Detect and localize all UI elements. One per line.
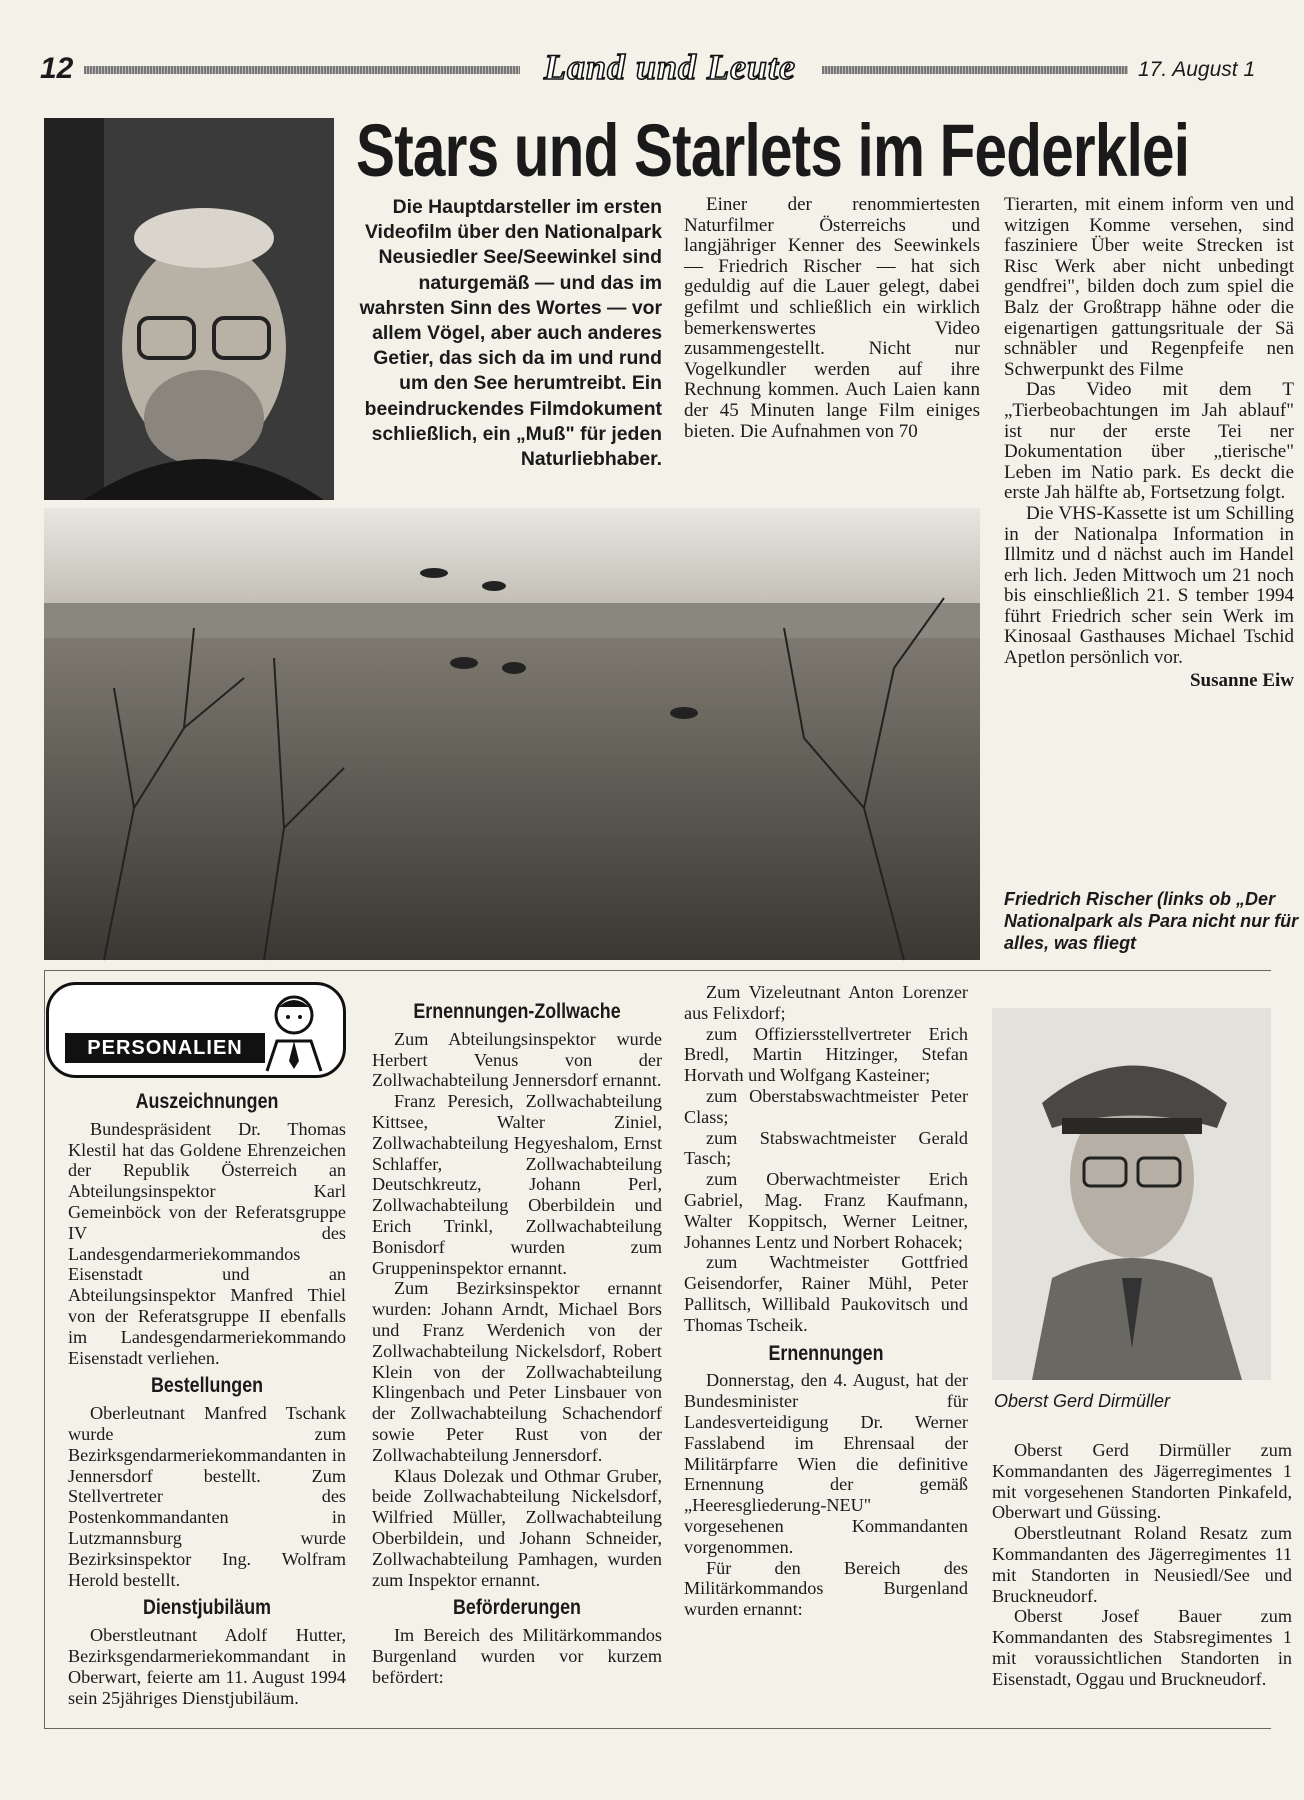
personalien-column-4-clip (992, 1440, 1292, 1720)
officer-caption: Oberst Gerd Dirmüller (994, 1391, 1171, 1411)
officer-illustration (992, 1008, 1271, 1380)
zollwache-p1: Zum Abteilungsinspektor wurde Herbert Venus von der Zollwachabteilung Jennersdorf ernannt. (372, 1028, 662, 1091)
article-author: Susanne Eiw (1189, 669, 1294, 691)
dienstjubilaeum-text: Oberstleutnant Adolf Hutter, Bezirksgendarmeriekommandant in Oberwart, feierte am 11. August 1994 sein 25jähriges Dienstjubiläum. (68, 1625, 346, 1708)
auszeichnungen-text: Bundespräsident Dr. Thomas Klestil hat das Goldene Ehrenzeichen der Republik Österreich an Abteilungsinspektor Karl Gemeinböck von der Referatsgruppe IV des Landesgendarmeriekommandos Eisenstadt und an Abteilungsinspektor Manfred Thiel von der Referatsgruppe II ebenfalls im Landesgendarmeriekommando Eisenstadt verliehen. (68, 1118, 346, 1368)
bef-2: zum Offiziersstellvertreter Erich Bredl, Martin Hitzinger, Stefan Horvath und Wolfgang Kasteiner; (684, 1023, 968, 1086)
officer-photo (992, 1008, 1271, 1380)
bef-3: zum Oberstabswachtmeister Peter Class; (684, 1085, 968, 1127)
article-column-1-text: Einer der renommiertesten Naturfilmer Österreichs und langjähriger Kenner des Seewinkels — Friedrich Rischer — hat sich geduldig auf die Lauer gelegt, dabei gefilmt und schließlich ein wirklich bemerkenswertes Video zusammengestellt. Nicht nur Vogelkundler werden auf ihre Rechnung kommen. Auch Laien kann der 45 Minuten lange Film einiges bieten. Die Aufnahmen von 70 (684, 194, 980, 442)
ern-4: Oberstleutnant Roland Resatz zum Kommandanten des Jägerregimentes 11 mit Standorten in Neusiedl/See und Bruckneudorf. (992, 1523, 1292, 1606)
article-lead: Die Hauptdarsteller im ersten Videofilm über den Nationalpark Neusiedler See/Seewinkel sind naturgemäß — und das im wahrsten Sinn des Wortes — vor allem Vögel, aber auch anderes Getier, das sich da im und rund um den See herumtreibt. Ein beeindruckendes Filmdokument schließlich, ein „Muß" für jeden Naturliebhaber. (359, 196, 662, 471)
header-date: 17. August 1 (1138, 58, 1256, 81)
personalien-column-3 (684, 982, 968, 1620)
zollwache-p2: Franz Peresich, Zollwachabteilung Kittsee, Walter Ziniel, Zollwachabteilung Hegyeshalom, Ernst Schlaffer, Zollwachabteilung Deutschkreutz, Johann Perl, Zollwachabteilung Oberbildein und Erich Trinkl, Zollwachabteilung Bonisdorf wurden zum Gruppeninspektor ernannt. (372, 1091, 662, 1278)
article-caption-clip (1004, 888, 1299, 954)
personalien-column-4 (992, 1440, 1292, 1690)
article-column-2-clip (1004, 194, 1294, 975)
frame-left (44, 970, 45, 1728)
bestellungen-heading: Bestellungen (150, 1374, 264, 1398)
article-column-2 (1004, 195, 1294, 691)
ernennungen-heading: Ernennungen (768, 1341, 884, 1365)
ern-2: Für den Bereich des Militärkommandos Burgenland wurden ernannt: (684, 1557, 968, 1620)
zollwache-p4: Klaus Dolezak und Othmar Gruber, beide Zollwachabteilung Nickelsdorf, Wilfried Müller, Zollwachabteilung Oberbildein, und Johann Schneider, Zollwachabteilung Pamhagen, wurden zum Inspektor ernannt. (372, 1465, 662, 1590)
personalien-label: PERSONALIEN (65, 1033, 265, 1063)
article-column-2-p2: Das Video mit dem T „Tierbeobachtungen im Jah ablauf" ist nur der erste Tei ner Dokumentation über „tierische" Leben im Natio park. Es deckt die erste Jah hälfte ab, Fortsetzung folgt. (1004, 379, 1294, 504)
landscape-photo (44, 508, 980, 960)
landscape-illustration (44, 508, 980, 960)
section-divider (44, 970, 1271, 971)
zollwache-p3: Zum Bezirksinspektor ernannt wurden: Johann Arndt, Michael Bors und Franz Werdenich von der Zollwachabteilung Nickelsdorf, Robert Klein von der Zollwachabteilung Klingenbach und Peter Linsbauer von der Zollwachabteilung Schachendorf sowie Peter Rust von der Zollwachabteilung Jennersdorf. (372, 1278, 662, 1465)
ern-1: Donnerstag, den 4. August, hat der Bundesminister für Landesverteidigung Dr. Werner Fasslabend im Ehrensaal der Militärpfarre Wien die definitive Ernennung der gemäß „Heeresgliederung-NEU" vorgesehenen Kommandanten vorgenommen. (684, 1370, 968, 1557)
dienstjubilaeum-heading: Dienstjubiläum (143, 1596, 271, 1620)
article-column-1 (684, 195, 980, 442)
header-rule-right (822, 66, 1128, 74)
bestellungen-text: Oberleutnant Manfred Tschank wurde zum Bezirksgendarmeriekommandanten in Jennersdorf bestellt. Zum Stellvertreter des Postenkommandanten in Lutzmannsburg wurde Bezirksinspektor Ing. Wolfram Herold bestellt. (68, 1403, 346, 1590)
ern-5: Oberst Josef Bauer zum Kommandanten des Stabsregimentes 1 mit voraussichtlichen Standorten in Eisenstadt, Oggau und Bruckneudorf. (992, 1606, 1292, 1689)
person-icon (259, 991, 329, 1071)
frame-bottom (44, 1728, 1271, 1729)
section-logo: Land und Leute (543, 47, 797, 87)
befoerderungen-p1: Im Bereich des Militärkommandos Burgenland wurden vor kurzem befördert: (372, 1625, 662, 1687)
personalien-badge (46, 982, 346, 1078)
article-column-2-p3: Die VHS-Kassette ist um Schilling in der Nationalpa Information in Illmitz und d nächst auch im Handel erh lich. Jeden Mittwoch um 21 noch bis einschließlich 21. S tember 1994 führt Friedrich scher sein Werk im Kinosaal Gasthauses Michael Tschid Apetlon persönlich vor. (1004, 502, 1294, 669)
bef-6: zum Wachtmeister Gottfried Geisendorfer, Rainer Mühl, Peter Pallitsch, Willibald Paukovitsch und Thomas Tscheik. (684, 1252, 968, 1335)
page-number: 12 (40, 52, 74, 85)
ern-3: Oberst Gerd Dirmüller zum Kommandanten des Jägerregimentes 1 mit vorgesehenen Standorten Pinkafeld, Oberwart und Güssing. (992, 1440, 1292, 1523)
article-title: Stars und Starlets im Federklei (356, 109, 1190, 192)
personalien-column-1 (68, 1092, 346, 1708)
zollwache-heading: Ernennungen-Zollwache (413, 1000, 621, 1023)
befoerderungen-heading: Beförderungen (453, 1596, 581, 1620)
portrait-illustration (44, 118, 334, 500)
header-rule-left (84, 66, 520, 74)
article-column-2-p1: Tierarten, mit einem inform ven und witzigen Komme versehen, sind fasziniere Über weite Strecken ist Risc Werk aber nicht unbedingt gendfrei", bilden doch zum spiel die Balz der Großtrapp hähne oder die eigenartigen gattungsrituale der Sä schnäbler und Regenpfeife nen Schwerpunkt des Filme (1004, 194, 1294, 380)
article-caption: Friedrich Rischer (links ob „Der Nationalpark als Para nicht nur für alles, was fliegt (1004, 889, 1299, 953)
auszeichnungen-heading: Auszeichnungen (135, 1090, 279, 1113)
personalien-column-2 (372, 1002, 662, 1688)
bef-4: zum Stabswachtmeister Gerald Tasch; (684, 1127, 968, 1169)
bef-5: zum Oberwachtmeister Erich Gabriel, Mag. Franz Kaufmann, Walter Koppitsch, Werner Leitner, Johannes Lentz und Norbert Rohacek; (684, 1169, 968, 1252)
portrait-photo (44, 118, 334, 500)
bef-1: Zum Vizeleutnant Anton Lorenzer aus Felixdorf; (684, 982, 968, 1023)
